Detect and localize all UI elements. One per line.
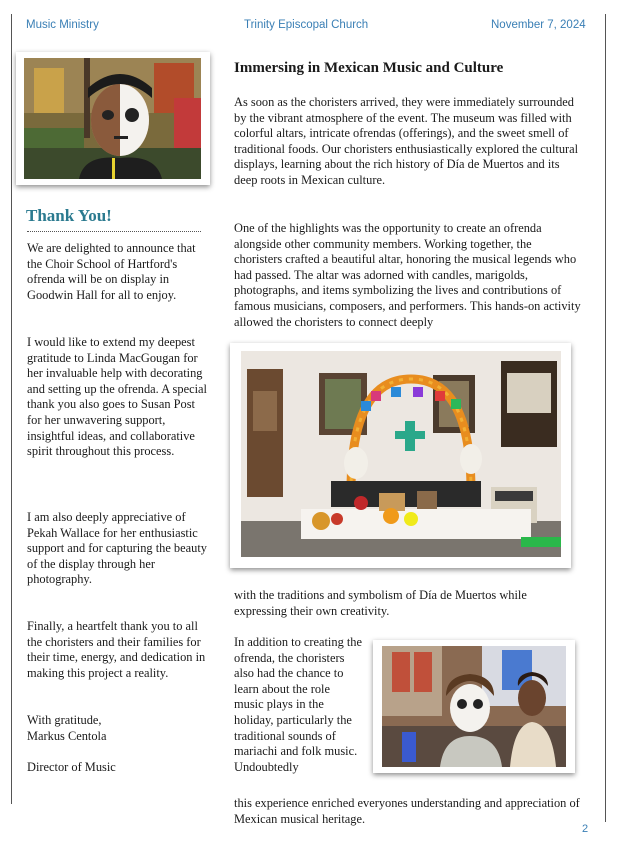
thank-you-heading: Thank You! (26, 206, 112, 225)
sidebar-paragraph-1: We are delighted to announce that the Choir School of Hartford's ofrenda will be on display in Goodwin Hall for all to enjoy. (27, 241, 196, 302)
sidebar-paragraph (27, 510, 207, 588)
signature-block (27, 713, 207, 744)
header-date: November 7, 2024 (491, 19, 586, 31)
signature-title: Director of Music (27, 760, 116, 774)
photo-ofrenda-altar (230, 343, 571, 568)
article-paragraph-2: One of the highlights was the opportunity to create an ofrenda alongside other community members. Working together, the choristers crafted a beautiful altar, honoring the musical legends who had passed. The altar was adorned with candles, marigolds, photographs, and items symbolizing the lives and contributions of famous musicians, composers, and performers. This hands-on activity allowed the choristers to connect deeply (234, 221, 581, 329)
sidebar-paragraph-4: Finally, a heartfelt thank you to all the choristers and their families for their time, energy, and dedication in making this project a reality. (27, 619, 206, 680)
photo-face-paint-boy (16, 52, 210, 185)
header-section: Music Ministry (26, 19, 99, 31)
sidebar-paragraph-2: I would like to extend my deepest gratitude to Linda MacGougan for her invaluable help with decorating and setting up the ofrenda. A special thank you also goes to Susan Post for her unwavering support, insightful ideas, and collaborative spirit throughout this process. (27, 335, 207, 459)
heading-divider (27, 231, 201, 232)
sidebar-paragraph-3: I am also deeply appreciative of Pekah Wallace for her enthusiastic support and for capturing the beauty of the display through her photography. (27, 510, 207, 587)
header-org: Trinity Episcopal Church (244, 19, 369, 31)
sidebar-paragraph (27, 335, 207, 460)
article-heading: Immersing in Mexican Music and Culture (234, 60, 504, 76)
signature-name: Markus Centola (27, 728, 107, 743)
right-column-rule (605, 14, 606, 822)
sidebar-paragraph (27, 241, 207, 303)
left-column-rule (11, 14, 12, 804)
article-paragraph-3: In addition to creating the ofrenda, the choristers also had the chance to learn about the role music plays in the holiday, particularly the traditional sounds of mariachi and folk music. Undoubtedly (234, 635, 362, 774)
article-paragraph-1: As soon as the choristers arrived, they were immediately surrounded by the vibrant atmosphere of the event. The museum was filled with colorful altars, intricate ofrendas (offerings), and the sweet smell of traditional foods. Our choristers enthusiastically explored the cultural displays, learning about the rich history of Día de Muertos and its deep roots in Mexican culture. (234, 95, 579, 187)
sidebar-paragraph (27, 619, 207, 681)
closing-line: With gratitude, (27, 713, 102, 727)
photo-choristers-face-paint (373, 640, 575, 773)
article-paragraph-3-end: this experience enriched everyones understanding and appreciation of Mexican musical heritage. (234, 796, 580, 826)
article-paragraph-2-cont: with the traditions and symbolism of Día de Muertos while expressing their own creativity. (234, 588, 527, 618)
page-number: 2 (582, 823, 589, 835)
